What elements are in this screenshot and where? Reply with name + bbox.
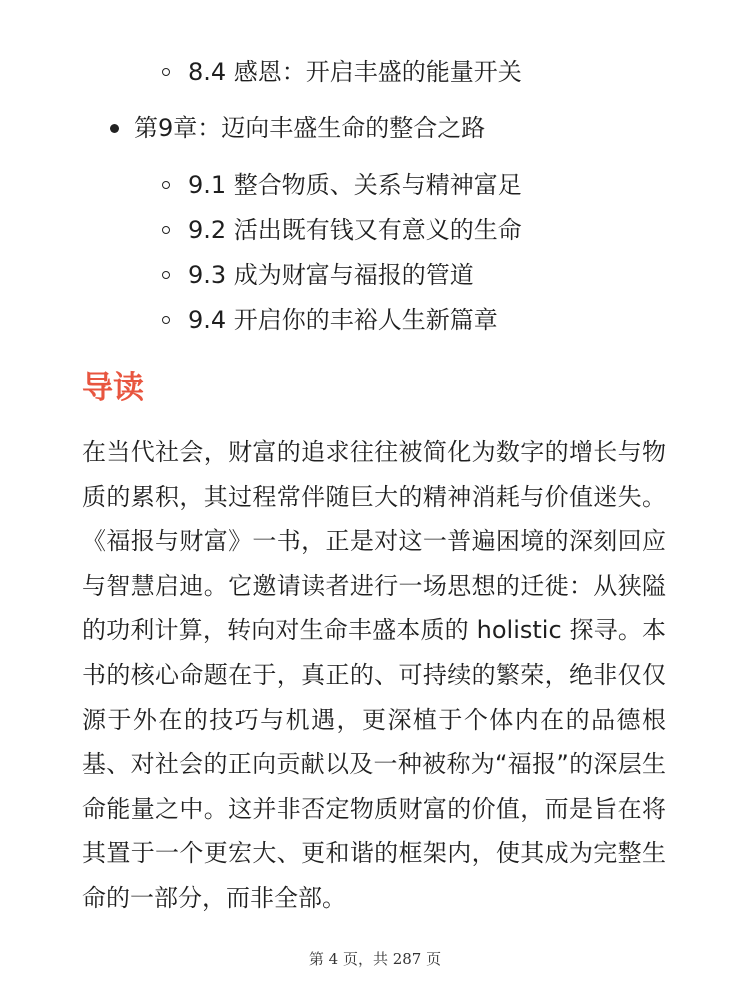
hollow-bullet-icon [162,181,170,189]
toc-subsection-label: 8.4 感恩：开启丰盛的能量开关 [188,58,522,86]
toc-subsection-list-ch8 [162,50,522,95]
filled-bullet-icon [110,124,119,133]
toc-subsection-label: 9.3 成为财富与福报的管道 [188,261,474,289]
section-heading: 导读 [82,370,144,406]
toc-subsection-item[interactable] [162,163,522,208]
hollow-bullet-icon [162,226,170,234]
toc-subsection-list-ch9 [162,163,522,343]
section-paragraph: 在当代社会，财富的追求往往被简化为数字的增长与物质的累积，其过程常伴随巨大的精神消耗与价值迷失。《福报与财富》一书，正是对这一普遍困境的深刻回应与智慧启迪。它邀请读者进行一场思想的迁徙：从狭隘的功利计算，转向对生命丰盛本质的 holistic 探寻。本书的核心命题在于，真正的、可持续的繁荣，绝非仅仅源于外在的技巧与机遇，更深植于个体内在的品德根基、对社会的正向贡献以及一种被称为“福报”的深层生命能量之中。这并非否定物质财富的价值，而是旨在将其置于一个更宏大、更和谐的框架内，使其成为完整生命的一部分，而非全部。 [82,438,666,912]
page-number-footer: 第 4 页，共 287 页 [308,950,442,968]
hollow-bullet-icon [162,68,170,76]
toc-subsection-label: 9.1 整合物质、关系与精神富足 [188,171,522,199]
toc-subsection-item[interactable] [162,298,522,343]
toc-subsection-label: 9.4 开启你的丰裕人生新篇章 [188,306,498,334]
toc-subsection-item[interactable] [162,50,522,95]
toc-subsection-item[interactable] [162,208,522,253]
toc-subsection-item[interactable] [162,253,522,298]
toc-chapter-label: 第9章：迈向丰盛生命的整合之路 [134,114,486,142]
hollow-bullet-icon [162,316,170,324]
hollow-bullet-icon [162,271,170,279]
toc-chapter-item[interactable] [110,106,485,151]
toc-subsection-label: 9.2 活出既有钱又有意义的生命 [188,216,522,244]
